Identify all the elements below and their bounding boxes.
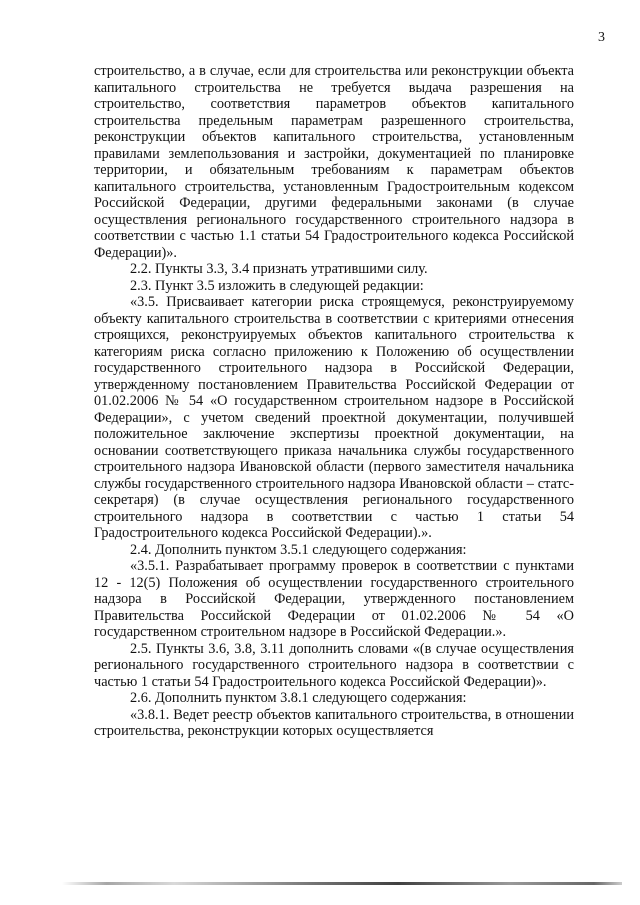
paragraph-2-5: 2.5. Пункты 3.6, 3.8, 3.11 дополнить словами «(в случае осуществления регионального государственного строительного надзора в соответствии с частью 1 статьи 54 Градостроительного кодекса Российской Федерации)». [94, 640, 574, 690]
paragraph-2-2: 2.2. Пункты 3.3, 3.4 признать утратившими силу. [130, 261, 428, 277]
paragraph-2-3: 2.3. Пункт 3.5 изложить в следующей редакции: [130, 277, 424, 294]
paragraph-2-4: 2.4. Дополнить пунктом 3.5.1 следующего содержания: [130, 541, 467, 558]
paragraph-continuation: строительство, а в случае, если для строительства или реконструкции объекта капитального строительства не требуется выдача разрешения на строительство, соответствия параметров объектов капитального строительства предельным параметрам разрешенного строительства, реконструкции объектов капитального строительства, установленным правилами землепользования и застройки, документацией по планировке территории, и обязательным требованиям к параметрам объектов капитального строительства, установленным Градостроительным кодексом Российской Федерации, другими федеральными законами (в случае осуществления регионального государственного строительного надзора в соответствии с частью 1.1 статьи 54 Градостроительного кодекса Российской Федерации)». [94, 63, 574, 261]
document-body [94, 63, 574, 740]
scan-artifact-line [62, 882, 622, 885]
paragraph-3-5: «3.5. Присваивает категории риска строящемуся, реконструируемому объекту капитального строительства в соответствии с критериями отнесения строящихся, реконструируемых объектов капитального строительства к категориям риска согласно приложению к Положению об осуществлении государственного строительного надзора в Российской Федерации, утвержденному постановлением Правительства Российской Федерации от 01.02.2006 № 54 «О государственном строительном надзоре в Российской Федерации», с учетом сведений проектной документации, получившей положительное заключение экспертизы проектной документации, на основании соответствующего приказа начальника службы государственного строительного надзора Ивановской области (первого заместителя начальника службы государственного строительного надзора Ивановской области – статс-секретаря) (в случае осуществления регионального государственного строительного надзора в соответствии с частью 1 статьи 54 Градостроительного кодекса Российской Федерации).». [94, 294, 574, 541]
page-number: 3 [598, 30, 605, 45]
paragraph-3-8-1: «3.8.1. Ведет реестр объектов капитального строительства, в отношении строительства, реконструкции которых осуществляется [94, 706, 574, 739]
paragraph-2-6: 2.6. Дополнить пунктом 3.8.1 следующего содержания: [130, 690, 467, 706]
paragraph-3-5-1: «3.5.1. Разрабатывает программу проверок в соответствии с пунктами 12 - 12(5) Положения об осуществлении государственного строительного надзора в Российской Федерации, утвержденного постановлением Правительства Российской Федерации от 01.02.2006 № 54 «О государственном строительном надзоре в Российской Федерации.». [94, 558, 574, 640]
